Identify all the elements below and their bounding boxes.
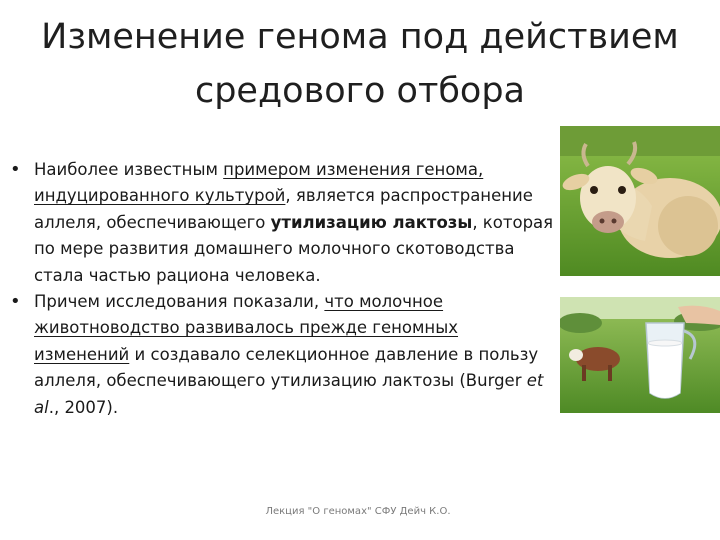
- bullet1-text-3: , которая по мере развития домашнего молочного скотоводства стала частью рациона человека.: [34, 212, 554, 285]
- bullet1-underlined-text: примером изменения генома, индуцированного культурой: [34, 160, 484, 206]
- bullet-marker: •: [10, 159, 21, 180]
- bullet2-text-3: ., 2007).: [48, 397, 119, 417]
- bullet1-bold-text: утилизацию лактозы: [270, 212, 473, 232]
- slide-footer: Лекция "О геномах" СФУ Дейч К.О.: [265, 506, 451, 517]
- bullet-item-2: [6, 289, 554, 421]
- cow-illustration: [560, 126, 720, 276]
- bullet2-underlined-text: что молочное животноводство развивалось прежде геномных изменений: [34, 292, 459, 364]
- bullet-list: [6, 157, 554, 421]
- bullet2-italic-text: et al: [34, 371, 544, 417]
- slide-title: [20, 10, 700, 118]
- cow-photo: [560, 126, 720, 276]
- milk-jug-photo: [560, 297, 720, 413]
- bullet-item-1: [6, 157, 554, 289]
- bullet2-text-1: Причем исследования показали,: [34, 292, 325, 312]
- bullet1-text-1: Наиболее известным: [34, 160, 224, 179]
- title-line-1: Изменение генома под действием: [41, 17, 679, 57]
- title-line-2: средового отбора: [194, 71, 526, 111]
- bullet-marker: •: [10, 291, 21, 313]
- bullet1-text-2: , является распространение аллеля, обеспечивающего: [34, 186, 533, 232]
- bullet2-text-2: и создавало селекционное давление в пользу аллеля, обеспечивающего утилизацию лактозы (Burger: [34, 344, 539, 391]
- milk-jug-illustration: [560, 297, 720, 413]
